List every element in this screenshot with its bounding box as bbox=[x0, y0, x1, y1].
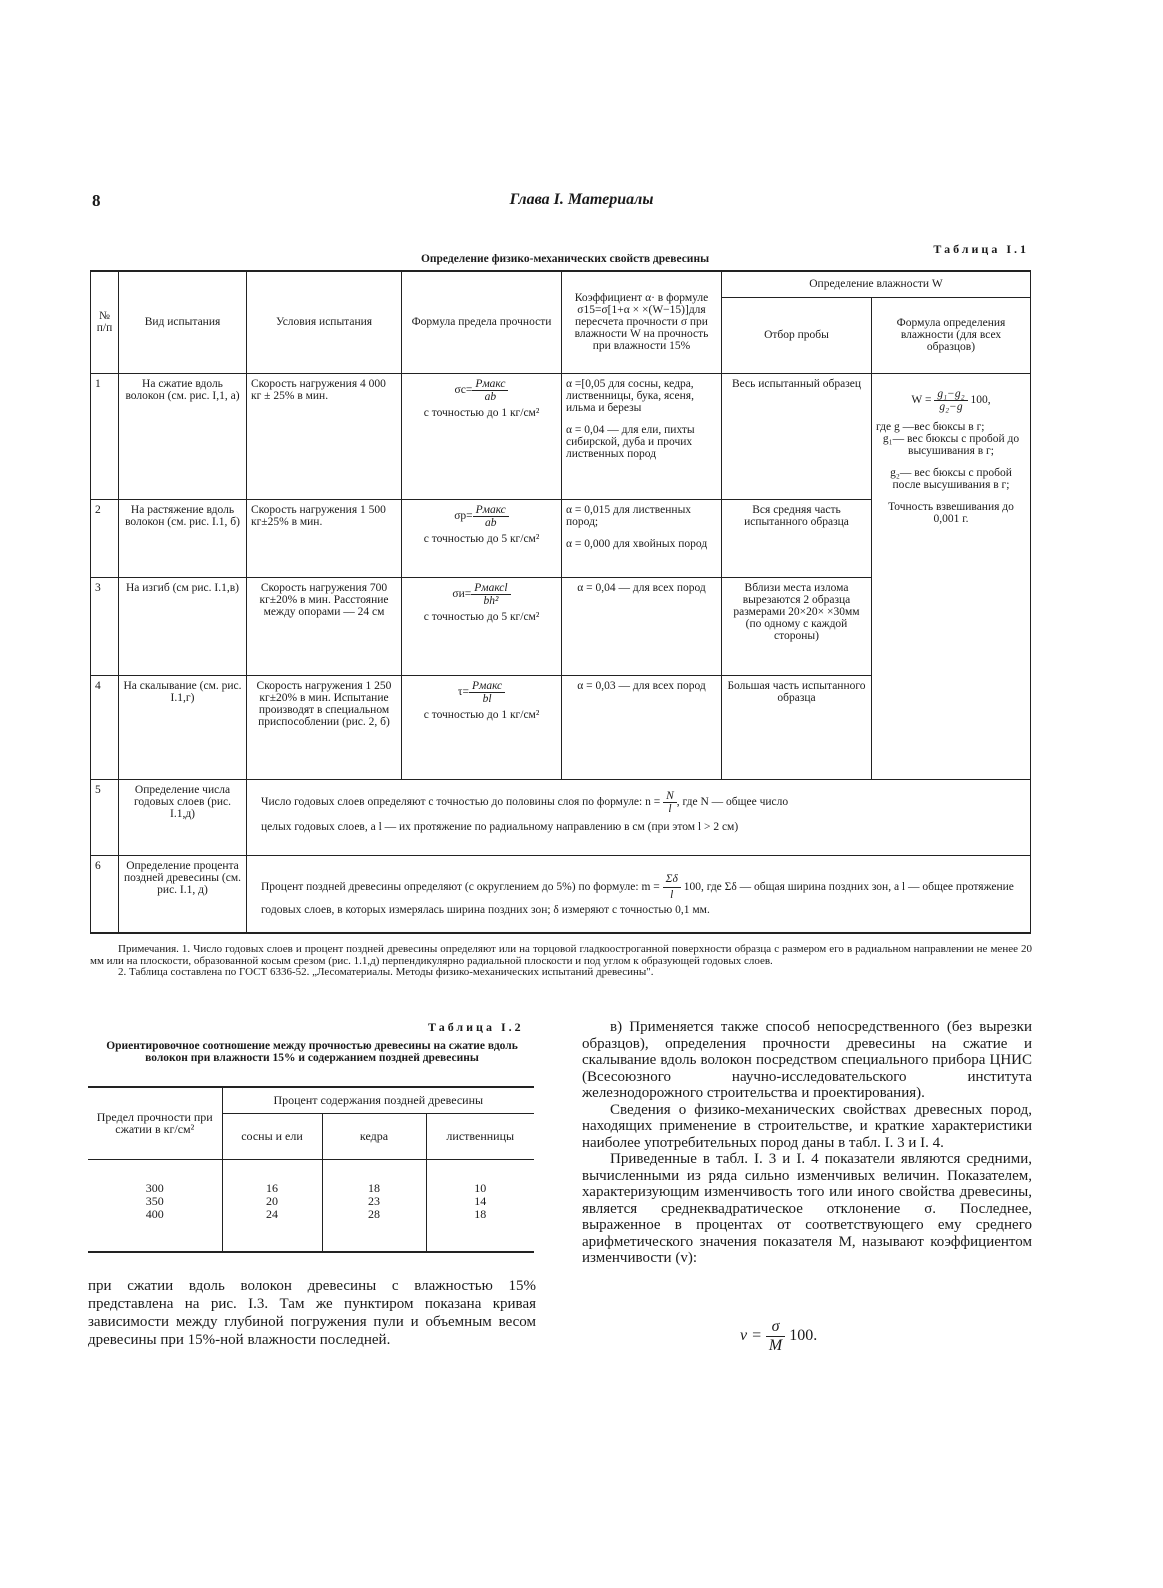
row-conditions: Скорость нагружения 1 500 кг±25% в мин. bbox=[247, 499, 402, 577]
table2-label: Таблица I.2 bbox=[428, 1020, 524, 1034]
formula-den: bl bbox=[482, 692, 492, 705]
formula-num: Pмакс bbox=[472, 378, 508, 391]
row-test: Определение числа годовых слоев (рис. I.1,д) bbox=[119, 779, 247, 855]
row-sampling: Вся средняя часть испытанного образца bbox=[722, 499, 872, 577]
row-test: На изгиб (см рис. I.1,в) bbox=[119, 577, 247, 675]
row-num: 1 bbox=[91, 373, 119, 499]
row-num: 2 bbox=[91, 499, 119, 577]
body-text-left: при сжатии вдоль волокон древесины с влажностью 15% представлена на рис. I.3. Там же пунктиром показана кривая зависимости между глубиной погружения пули и объемным весом древесины при 15%-ной влажности последней. bbox=[88, 1278, 536, 1348]
row5-fraction bbox=[663, 790, 677, 815]
moisture-where-3: g₂— вес бюксы с пробой после высушивания в г; bbox=[890, 466, 1012, 491]
formula-fraction bbox=[472, 378, 508, 403]
table1-label: Таблица I.1 bbox=[933, 242, 1029, 256]
formula-lhs: σи= bbox=[452, 587, 472, 600]
table-row bbox=[88, 1159, 534, 1252]
formula-fraction bbox=[469, 680, 505, 705]
row-test: На сжатие вдоль волокон (см. рис. I,1, а) bbox=[119, 373, 247, 499]
row-formula bbox=[402, 577, 562, 675]
t2-header-col: кедра bbox=[322, 1113, 426, 1159]
formula-note: с точностью до 5 кг/см² bbox=[423, 532, 540, 545]
table1-caption: Определение физико-механических свойств древесины bbox=[420, 253, 710, 265]
t2-cell: 400 bbox=[145, 1206, 164, 1221]
formula-note: с точностью до 1 кг/см² bbox=[423, 406, 540, 419]
t2-cell: 14 bbox=[474, 1193, 487, 1208]
header-moisture-group: Определение влажности W bbox=[722, 271, 1031, 297]
page-number: 8 bbox=[92, 191, 101, 210]
formula-num: Pмакс bbox=[473, 504, 509, 517]
row-sampling: Весь испытанный образец bbox=[722, 373, 872, 499]
row-test: На растяжение вдоль волокон (см. рис. I.1, б) bbox=[119, 499, 247, 577]
row-num: 6 bbox=[91, 855, 119, 933]
row-wide-text bbox=[247, 779, 1031, 855]
header-moisture-formula: Формула определения влажности (для всех образцов) bbox=[872, 297, 1031, 373]
t2-header-col: лиственницы bbox=[426, 1113, 534, 1159]
row-formula bbox=[402, 373, 562, 499]
formula-v-rhs: 100. bbox=[789, 1327, 818, 1345]
moisture-lhs: W = bbox=[911, 393, 932, 406]
formula-num: Pмакс bbox=[469, 680, 505, 693]
formula-num: Pмаксl bbox=[471, 582, 510, 595]
moisture-where-1: где g —вес бюксы в г; bbox=[876, 420, 985, 433]
row6-text-b: 100, где Σδ — общая ширина поздних зон, а l — общее протяжение годовых слоев, в которых измерялась ширина поздних зон; δ измеряют с точностью 0,1 мм. bbox=[261, 880, 1014, 916]
header-conditions: Условия испытания bbox=[247, 271, 402, 373]
row-coefficient bbox=[562, 577, 722, 675]
t2-header-strength: Предел прочности при сжатии в кг/см² bbox=[88, 1087, 222, 1159]
moisture-accuracy: Точность взвешивания до 0,001 г. bbox=[888, 500, 1014, 525]
formula-lhs: σр= bbox=[454, 509, 473, 522]
formula-v-fraction bbox=[766, 1318, 785, 1355]
formula-v-den: M bbox=[768, 1337, 783, 1354]
t2-cell: 350 bbox=[145, 1193, 164, 1208]
row-coefficient bbox=[562, 675, 722, 779]
row-sampling: Вблизи места излома вырезаются 2 образца размерами 20×20× ×30мм (по одному с каждой стороны) bbox=[722, 577, 872, 675]
header-formula: Формула предела прочности bbox=[402, 271, 562, 373]
coef-line: α = 0,04 — для всех пород bbox=[577, 581, 706, 594]
row5-text-a: Число годовых слоев определяют с точностью до половины слоя по формуле: n = bbox=[261, 795, 661, 808]
row-conditions: Скорость нагружения 4 000 кг ± 25% в мин. bbox=[247, 373, 402, 499]
formula-lhs: σс= bbox=[454, 383, 473, 396]
formula-fraction bbox=[471, 582, 510, 607]
coef-line: α = 0,015 для лиственных пород; bbox=[566, 503, 692, 528]
t2-header-col: сосны и ели bbox=[222, 1113, 322, 1159]
row-wide-text bbox=[247, 855, 1031, 933]
formula-note: с точностью до 5 кг/см² bbox=[423, 610, 540, 623]
formula-lhs: τ= bbox=[457, 685, 469, 698]
t2-cell: 23 bbox=[368, 1193, 380, 1208]
t2-cell: 18 bbox=[474, 1206, 487, 1221]
t2-cell: 300 bbox=[145, 1180, 164, 1195]
formula-fraction bbox=[473, 504, 509, 529]
t2-pine-col bbox=[222, 1159, 322, 1252]
t2-cell: 28 bbox=[368, 1206, 380, 1221]
row5-text-c: целых годовых слоев, а l — их протяжение по радиальному направлению в см (при этом l > 2 см) bbox=[261, 820, 739, 833]
formula-den: ab bbox=[484, 390, 497, 403]
formula-v-lhs: v = bbox=[740, 1327, 762, 1345]
row-coefficient bbox=[562, 499, 722, 577]
table-row bbox=[91, 779, 1031, 855]
table1 bbox=[90, 270, 1031, 934]
t2-cedar-col bbox=[322, 1159, 426, 1252]
t2-cell: 20 bbox=[266, 1193, 278, 1208]
t2-cell: 18 bbox=[368, 1180, 380, 1195]
t2-larch-col bbox=[426, 1159, 534, 1252]
row-num: 4 bbox=[91, 675, 119, 779]
paragraph: в) Применяется также способ непосредственного (без вырезки образцов), определения прочности древесины на сжатие и скалывание вдоль волокон посредством специального прибора ЦНИС (Всесоюзного научно-исследовательского института железнодорожного строительства и проектирования). bbox=[582, 1019, 1032, 1101]
paragraph: Приведенные в табл. I. 3 и I. 4 показатели являются средними, вычисленными из ряда сильно изменчивых величин. Показателем, характеризующим изменчивость того или иного свойства древесины, является среднеквадратическое отклонение σ. Последнее, выраженное в процентах от соответствующего ему среднего арифметического значения показателя M, называют коэффициентом изменчивости (v): bbox=[582, 1151, 1032, 1266]
formula-variability bbox=[740, 1318, 817, 1355]
coef-line: α = 0,000 для хвойных пород bbox=[566, 537, 708, 550]
formula-v-num: σ bbox=[766, 1318, 785, 1337]
table2-caption: Ориентировочное соотношение между прочностью древесины на сжатие вдоль волокон при влажности 15% и содержанием поздней древесины bbox=[106, 1040, 518, 1064]
row6-text-a: Процент поздней древесины определяют (с округлением до 5%) по формуле: m = bbox=[261, 880, 660, 893]
header-test-type: Вид испытания bbox=[119, 271, 247, 373]
coef-line: α = 0,04 — для ели, пихты сибирской, дуба и прочих лиственных пород bbox=[566, 423, 695, 460]
row-test: Определение процента поздней древесины (см. рис. I.1, д) bbox=[119, 855, 247, 933]
running-head: Глава I. Материалы bbox=[509, 191, 654, 208]
row6-frac-num: Σδ bbox=[663, 872, 681, 888]
coef-line: α = 0,03 — для всех пород bbox=[577, 679, 706, 692]
header-num: № п/п bbox=[91, 271, 119, 373]
moisture-formula-cell bbox=[872, 373, 1031, 779]
header-sampling: Отбор пробы bbox=[722, 297, 872, 373]
row-coefficient bbox=[562, 373, 722, 499]
t2-header-group: Процент содержания поздней древесины bbox=[222, 1087, 534, 1113]
formula-note: с точностью до 1 кг/см² bbox=[423, 708, 540, 721]
t2-cell: 16 bbox=[266, 1180, 278, 1195]
row-test: На скалывание (см. рис. I.1,г) bbox=[119, 675, 247, 779]
table1-notes bbox=[90, 944, 1032, 979]
table2 bbox=[88, 1086, 534, 1253]
note-2: 2. Таблица составлена по ГОСТ 6336-52. „Лесоматериалы. Методы физико-механических испытаний древесины". bbox=[118, 966, 654, 978]
body-text-right bbox=[582, 1019, 1032, 1267]
row-formula bbox=[402, 675, 562, 779]
t2-strength-col bbox=[88, 1159, 222, 1252]
row-sampling: Большая часть испытанного образца bbox=[722, 675, 872, 779]
row5-frac-num: N bbox=[663, 790, 677, 803]
moisture-num: g₁−g₂ bbox=[934, 388, 967, 401]
t2-cell: 10 bbox=[474, 1180, 487, 1195]
row5-text-b: , где N — общее число bbox=[676, 795, 789, 808]
moisture-rhs: 100, bbox=[970, 393, 991, 406]
moisture-where-2: g₁— вес бюксы с пробой до высушивания в г; bbox=[882, 432, 1020, 457]
table-row bbox=[91, 373, 1031, 499]
row-formula bbox=[402, 499, 562, 577]
t2-cell: 24 bbox=[266, 1206, 278, 1221]
row5-frac-den: l bbox=[668, 802, 672, 815]
row-conditions: Скорость нагружения 700 кг±20% в мин. Расстояние между опорами — 24 см bbox=[247, 577, 402, 675]
moisture-den: g₂−g bbox=[939, 400, 963, 413]
formula-den: bh² bbox=[483, 594, 499, 607]
row-conditions: Скорость нагружения 1 250 кг±20% в мин. Испытание производят в специальном приспособлении (рис. 2, б) bbox=[247, 675, 402, 779]
formula-den: ab bbox=[484, 516, 497, 529]
coef-line: α =[0,05 для сосны, кедра, лиственницы, бука, ясеня, ильма и березы bbox=[566, 377, 694, 414]
row6-fraction bbox=[663, 872, 681, 903]
row-num: 3 bbox=[91, 577, 119, 675]
moisture-fraction bbox=[934, 388, 967, 413]
table-row bbox=[91, 855, 1031, 933]
paragraph: Сведения о физико-механических свойствах древесных пород, находящих применение в строительстве, и краткие характеристики наиболее употребительных пород даны в табл. I. 3 и I. 4. bbox=[582, 1101, 1032, 1151]
row6-frac-den: l bbox=[670, 888, 674, 901]
row-num: 5 bbox=[91, 779, 119, 855]
note-1: Примечания. 1. Число годовых слоев и процент поздней древесины определяют или на торцовой гладкоостроганной поверхности образца с размером его в радиальном направлении не менее 20 мм или на плоскости, образованной косым срезом (рис. 1.1,д) перпендикулярно радиальной плоскости и под углом к образующей годовых слоев. bbox=[90, 943, 1032, 967]
header-coefficient: Коэффициент α· в формуле σ15=σ[1+α × ×(W−15)]для пересчета прочности σ при влажности W на прочность при влажности 15% bbox=[562, 271, 722, 373]
